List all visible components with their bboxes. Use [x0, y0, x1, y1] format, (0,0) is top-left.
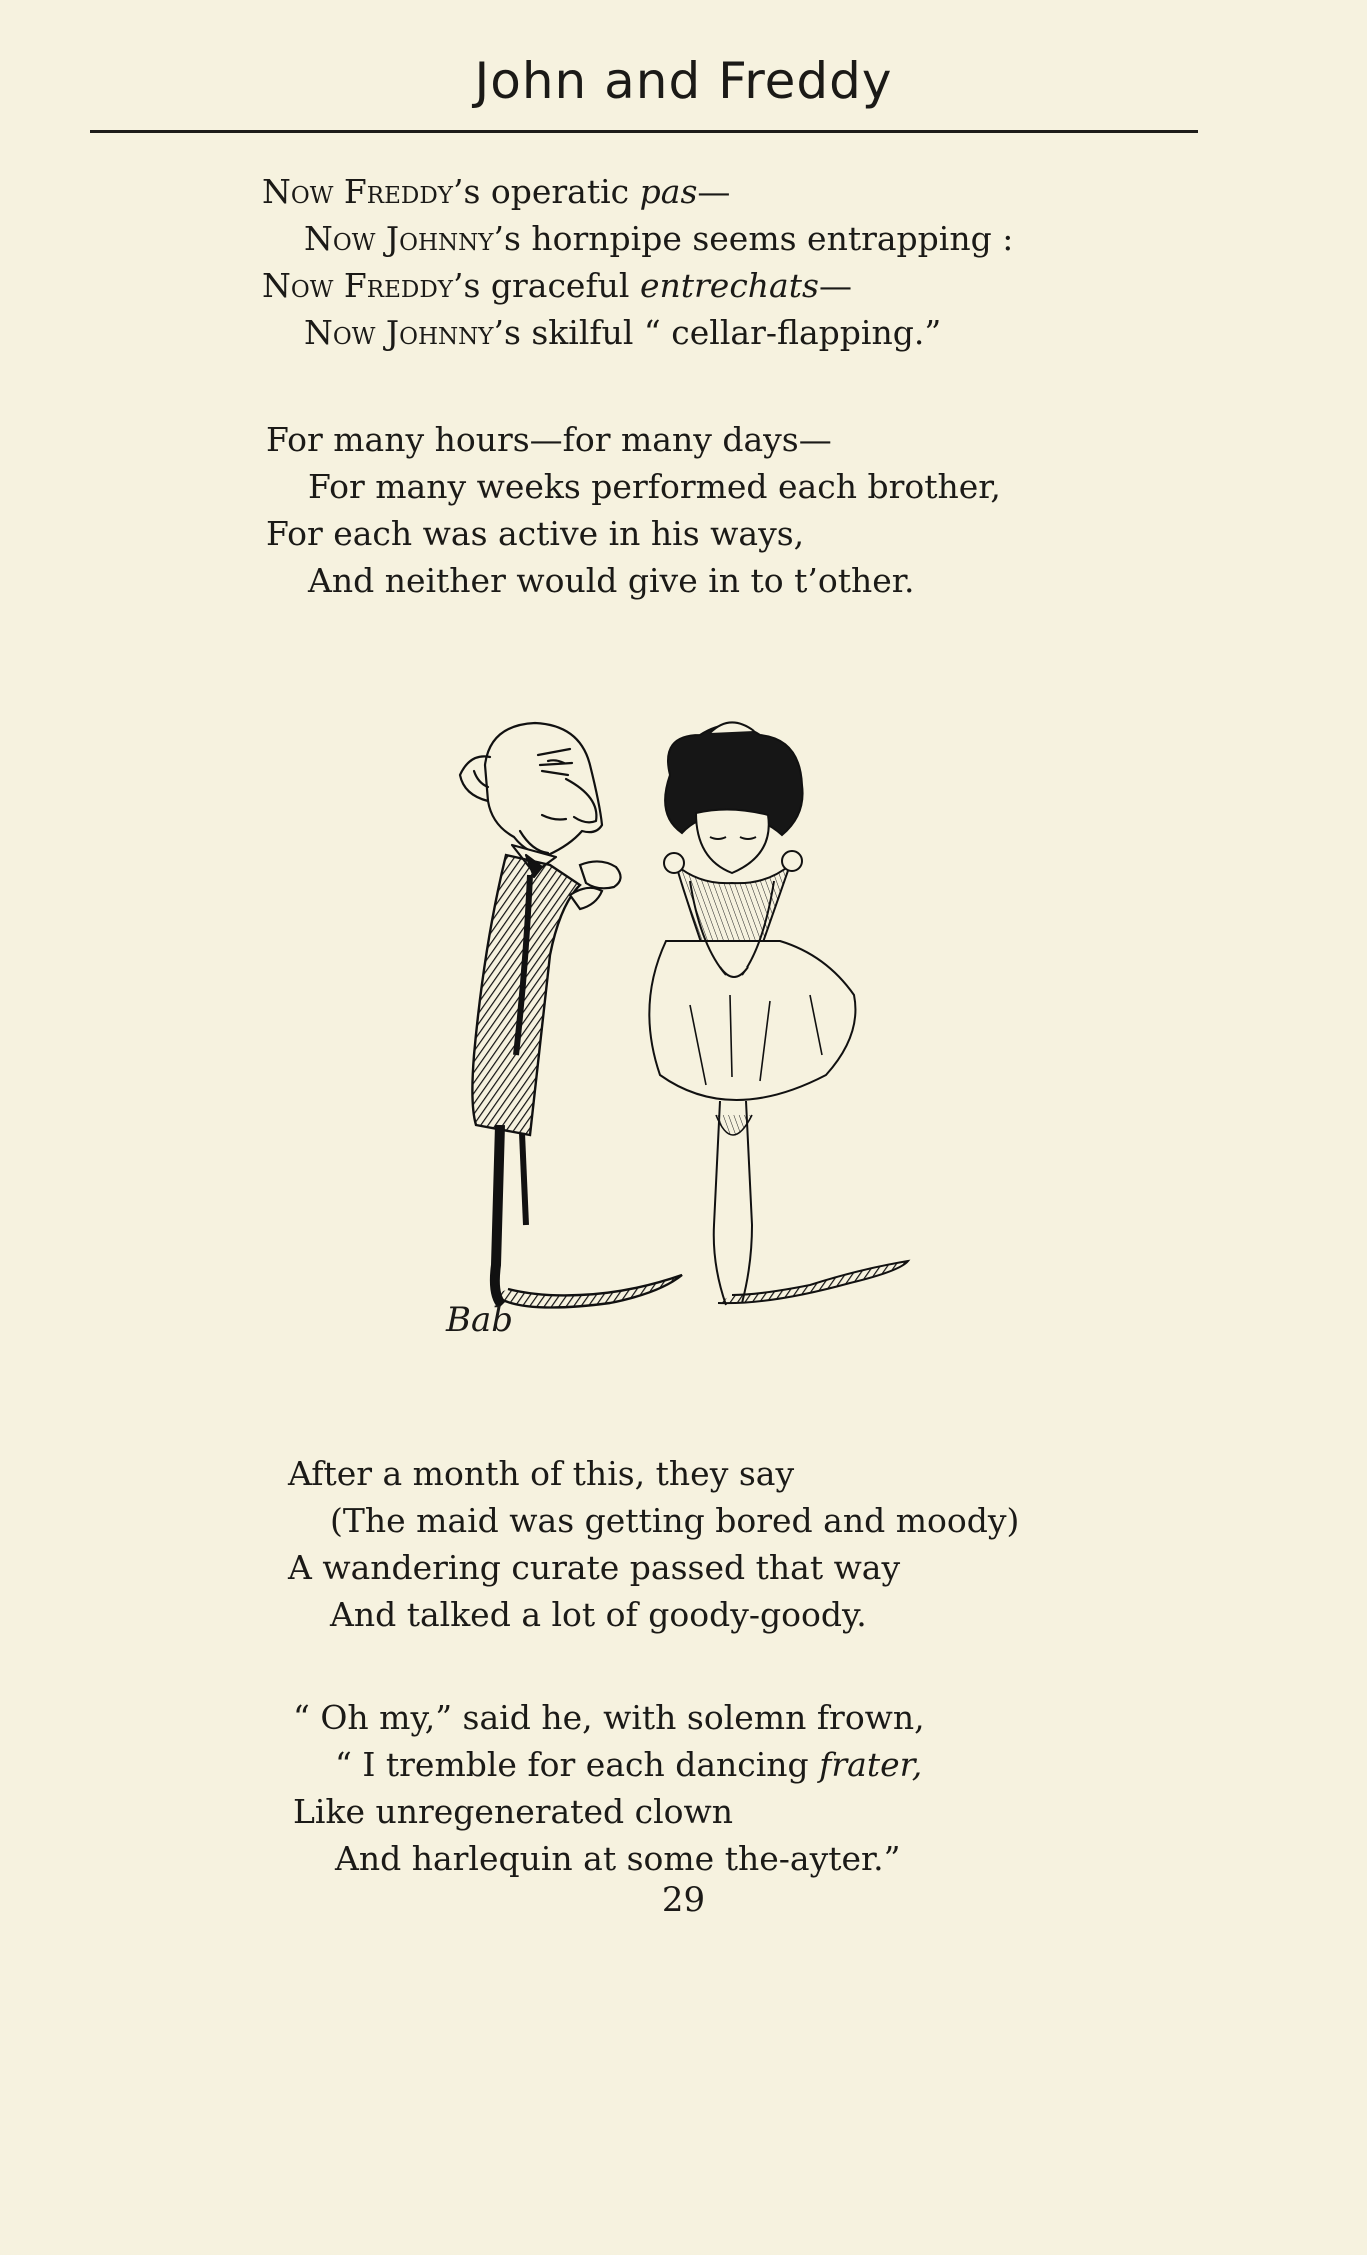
italic-text: entrechats — [639, 266, 819, 305]
verse-text: — — [818, 266, 852, 305]
stanza-1 — [262, 168, 1013, 356]
verse-text: ’s skilful “ cellar-flapping.” — [493, 313, 942, 352]
verse-text: And neither would give in to t’other. — [308, 561, 915, 600]
header-rule — [90, 130, 1198, 133]
verse-line — [262, 215, 1013, 262]
verse-line — [288, 1497, 1019, 1544]
stanza-4 — [293, 1694, 925, 1882]
stanza-3 — [288, 1450, 1019, 1638]
italic-text: frater, — [819, 1745, 923, 1784]
verse-text: And harlequin at some the-ayter.” — [335, 1839, 901, 1878]
verse-text: For each was active in his ways, — [266, 514, 805, 553]
small-caps-text: Freddy — [343, 266, 453, 305]
verse-line — [262, 309, 1013, 356]
verse-line — [288, 1450, 1019, 1497]
verse-text: “ Oh my,” said he, with solemn frown, — [293, 1698, 925, 1737]
stanza-2 — [266, 416, 1001, 604]
verse-line — [266, 463, 1001, 510]
verse-line — [262, 168, 1013, 215]
verse-text: A wandering curate passed that way — [288, 1548, 901, 1587]
italic-text: pas — [639, 172, 698, 211]
verse-text: — — [697, 172, 731, 211]
verse-text: ’s operatic — [452, 172, 640, 211]
small-caps-text: Now — [262, 266, 344, 305]
verse-line — [262, 262, 1013, 309]
verse-line — [266, 510, 1001, 557]
running-head: John and Freddy — [474, 52, 893, 110]
verse-line — [288, 1544, 1019, 1591]
verse-text: Like unregenerated clown — [293, 1792, 733, 1831]
verse-text: (The maid was getting bored and moody) — [330, 1501, 1020, 1540]
verse-text: ’s hornpipe seems entrapping : — [493, 219, 1014, 258]
small-caps-text: Freddy — [343, 172, 453, 211]
small-caps-text: Now — [262, 172, 344, 211]
small-caps-text: Now — [304, 313, 386, 352]
verse-line — [266, 557, 1001, 604]
verse-line — [266, 416, 1001, 463]
verse-text: For many weeks performed each brother, — [308, 467, 1001, 506]
illustration-old-gentleman-and-ballerina-icon — [430, 705, 930, 1365]
small-caps-text: Now — [304, 219, 386, 258]
verse-text: And talked a lot of goody-goody. — [330, 1595, 867, 1634]
verse-text: For many hours—for many days— — [266, 420, 832, 459]
small-caps-text: Johnny — [385, 313, 494, 352]
verse-line — [288, 1591, 1019, 1638]
page-number: 29 — [661, 1880, 706, 1920]
illustration-signature: Bab — [446, 1300, 514, 1340]
verse-text: ’s graceful — [452, 266, 640, 305]
verse-line — [293, 1835, 925, 1882]
verse-text: “ I tremble for each dancing — [335, 1745, 820, 1784]
small-caps-text: Johnny — [385, 219, 494, 258]
verse-line — [293, 1741, 925, 1788]
verse-line — [293, 1788, 925, 1835]
verse-text: After a month of this, they say — [288, 1454, 795, 1493]
verse-line — [293, 1694, 925, 1741]
